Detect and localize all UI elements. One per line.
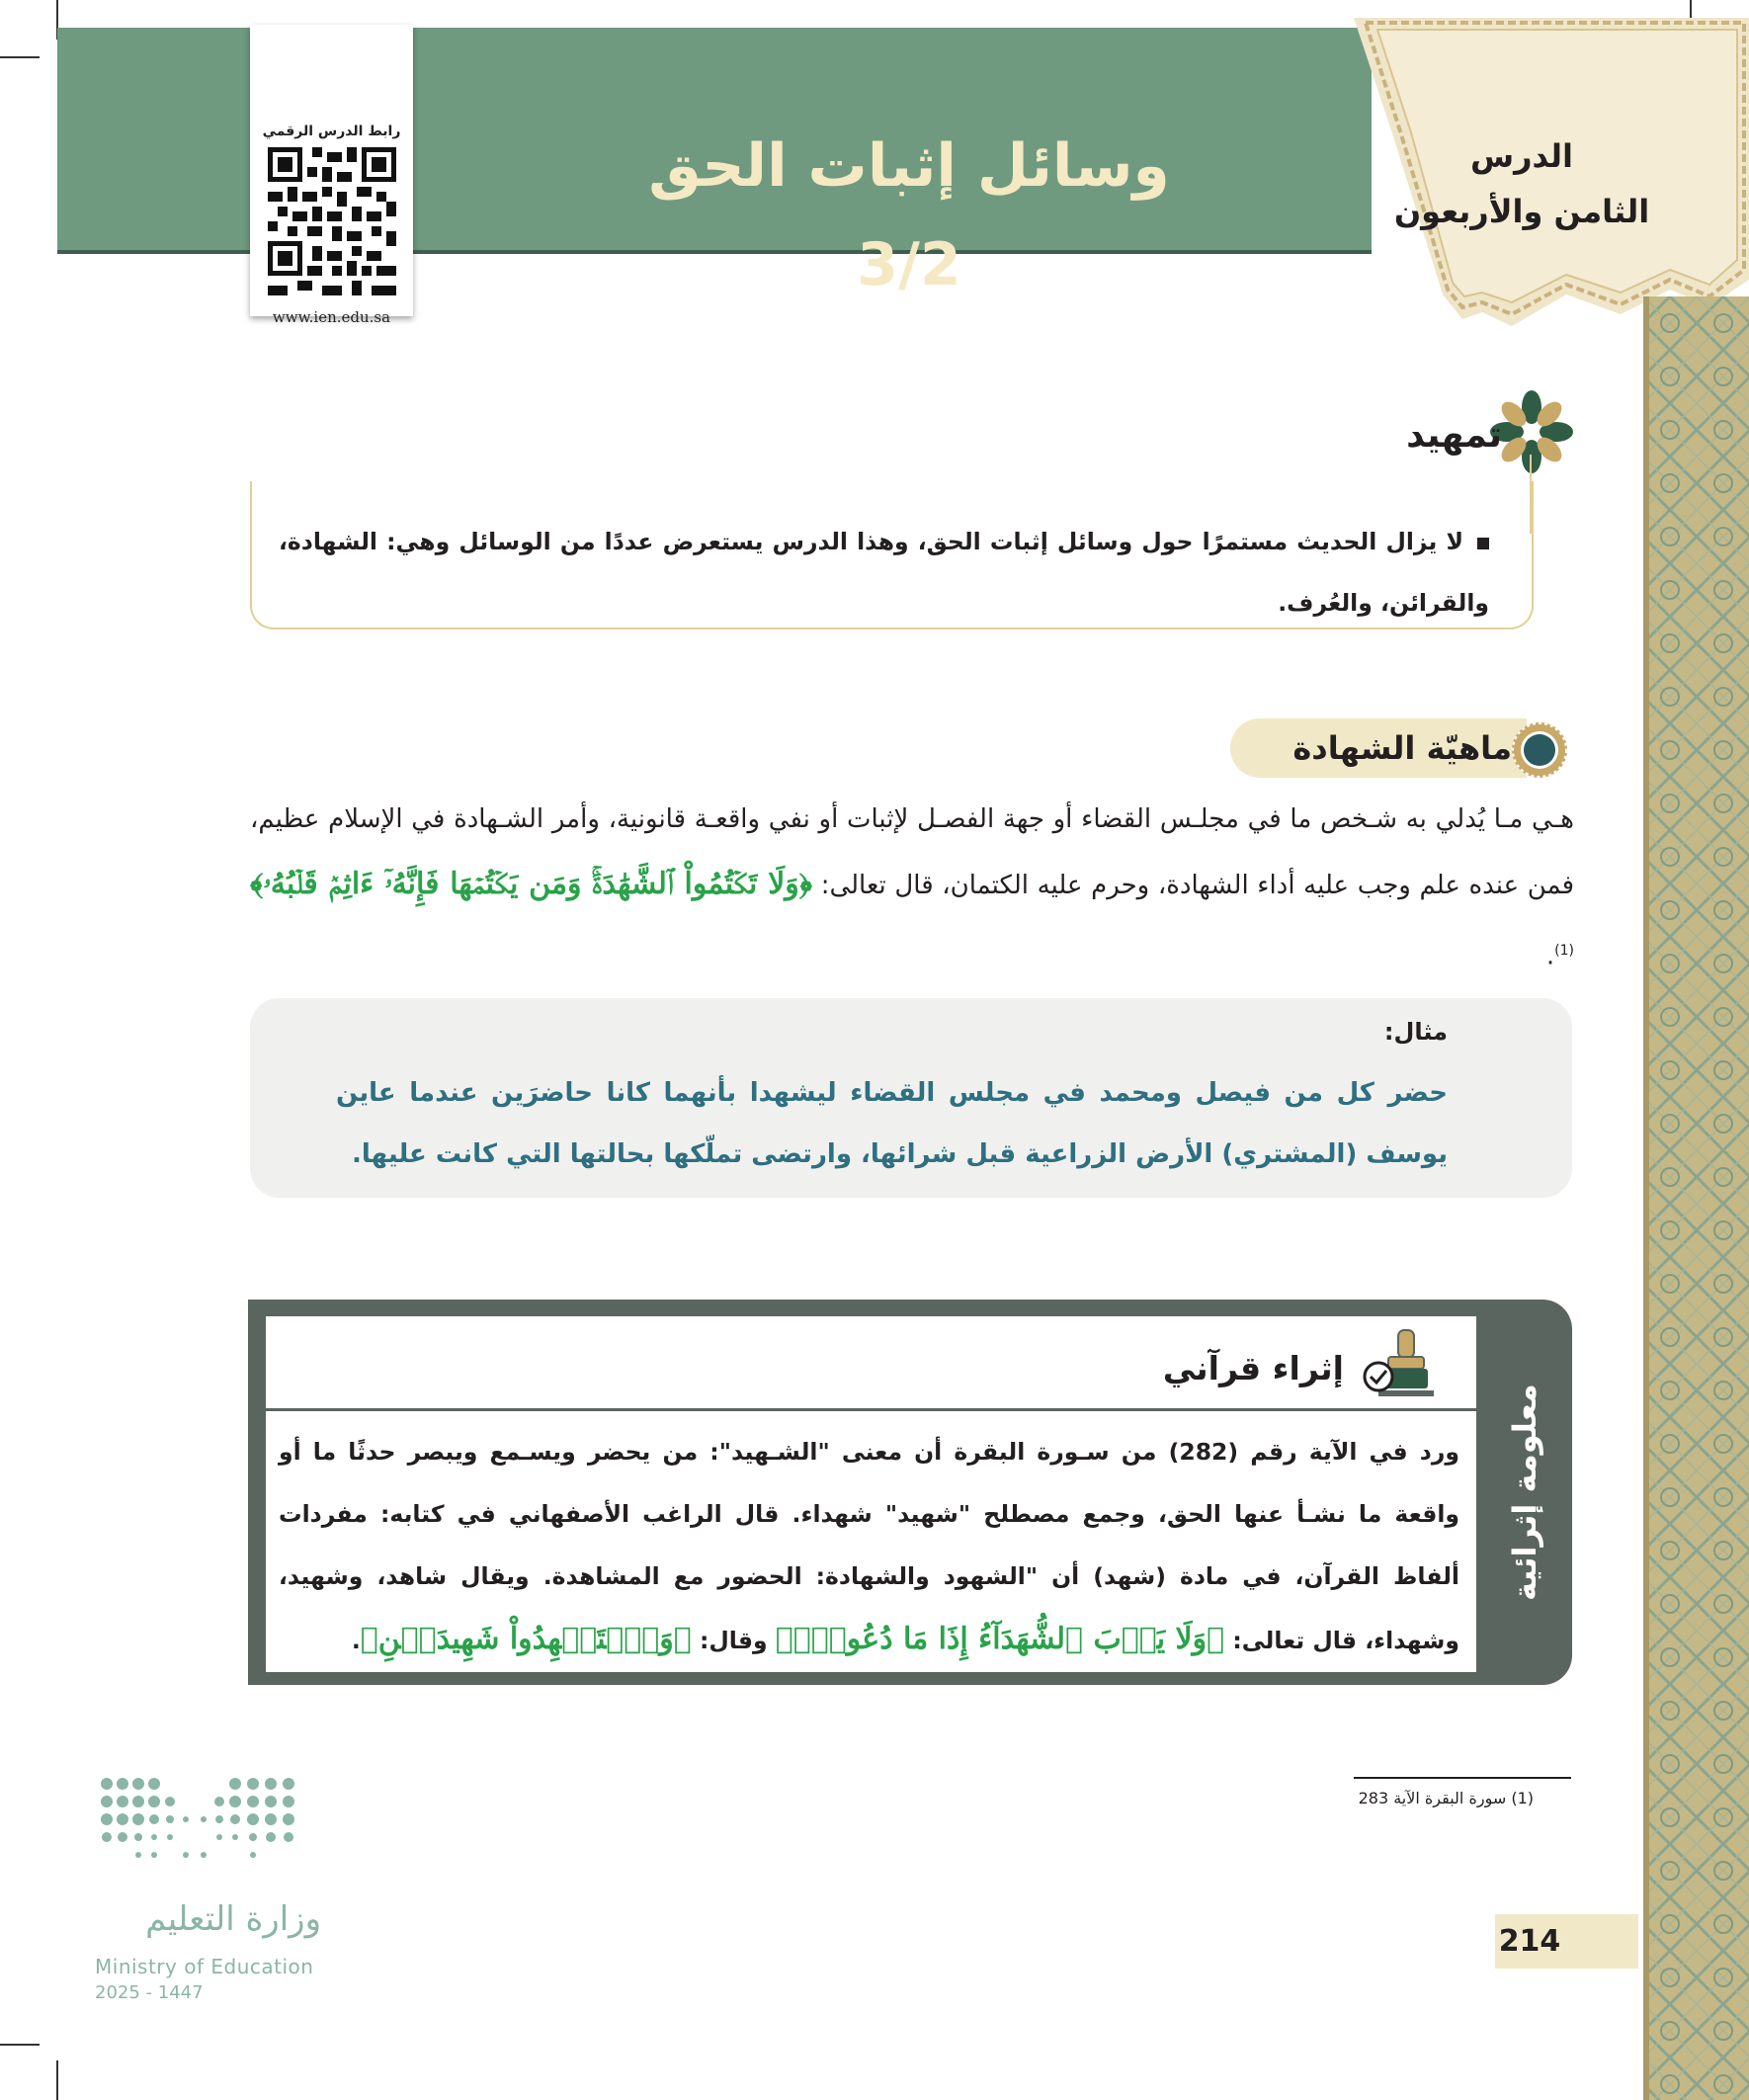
crop-mark	[56, 2060, 58, 2100]
enrichment-end: .	[351, 1627, 361, 1654]
footnote-text: (1) سورة البقرة الآية 283	[1358, 1789, 1534, 1807]
enrichment-heading: إثراء قرآني	[1162, 1349, 1344, 1387]
lesson-number: الثامن والأربعون	[1393, 193, 1650, 230]
qr-code-icon[interactable]	[268, 146, 396, 301]
qr-caption: رابط الدرس الرقمي	[262, 124, 401, 139]
page-number: 214	[1498, 1924, 1561, 1959]
quran-verse: ﴿وَلَا يَأۡبَ ٱلشُّهَدَآءُ إِذَا مَا دُعُواْۚ﴾	[775, 1622, 1225, 1656]
intro-heading: تمهيد	[1406, 415, 1502, 456]
footnote-rule	[1354, 1777, 1571, 1779]
decorative-pattern-strip	[1643, 296, 1749, 2100]
crop-mark	[0, 2044, 40, 2046]
definition-body: هـي مـا يُدلي به شـخص ما في مجلـس القضاء أو جهة الفصـل لإثبات أو نفي واقعـة قانونية، وأمر الشـهادة في الإسلام عظيم، فمن عنده علم وجب عليه أداء الشهادة، وحرم عليه الكتمان، قال تعالى:	[250, 804, 1575, 900]
example-text: حضر كل من فيصل ومحمد في مجلس القضاء ليشهدا بأنهما كانا حاضرَين عندما عاين يوسف (المشتري) الأرض الزراعية قبل شرائها، وارتضى تملّكها بحالتها التي كانت عليها.	[336, 1078, 1448, 1169]
footnote-ref: (1)	[1554, 943, 1574, 959]
quran-verse: ﴿وَلَا تَكۡتُمُواْ ٱلشَّهَٰدَةَۚ وَمَن يَكۡتُمۡهَا فَإِنَّهُۥٓ ءَاثِمٞ قَلۡبُهُۥ﴾	[250, 867, 813, 901]
lesson-title: وسائل إثبات الحق 3/2	[648, 131, 1170, 299]
ministry-logo-icon	[97, 1769, 309, 1888]
example-label: مثال:	[1383, 1018, 1448, 1046]
bullet-icon	[1477, 538, 1489, 549]
quran-verse: ﴿وَٱسۡتَشۡهِدُواْ شَهِيدَيۡنِ﴾	[360, 1622, 692, 1656]
enrichment-side-label: معلومة إثرائية	[1506, 1384, 1543, 1601]
lesson-label: الدرس	[1469, 137, 1574, 175]
lesson-tag-text	[1393, 128, 1650, 239]
intro-text-block	[279, 511, 1489, 633]
ministry-year: 2025 - 1447	[95, 1982, 204, 2003]
ministry-name-english: Ministry of Education	[95, 1955, 314, 1978]
crop-mark	[0, 56, 40, 58]
ministry-name-arabic: وزارة التعليم	[145, 1899, 321, 1939]
intro-text: لا يزال الحديث مستمرًا حول وسائل إثبات الحق، وهذا الدرس يستعرض عددًا من الوسائل وهي: الشهادة، والقرائن، والعُرف.	[279, 528, 1489, 617]
sun-badge-icon	[1509, 719, 1570, 781]
qr-url[interactable]: www.ien.edu.sa	[272, 308, 391, 326]
definition-text	[250, 787, 1574, 989]
definition-heading: ماهيّة الشهادة	[1292, 729, 1512, 767]
enrichment-divider	[264, 1408, 1476, 1411]
qr-card[interactable]	[250, 25, 413, 326]
stamp-check-icon	[1359, 1327, 1436, 1401]
enrichment-text	[279, 1421, 1459, 1672]
enrichment-body: وقال:	[691, 1627, 776, 1654]
enrichment-body: ورد في الآية رقم (282) من سـورة البقرة أن معنى "الشـهيد": من يحضر ويسـمع ويبصر حدثًا ما أو واقعة ما نشـأ عنها الحق، وجمع مصطلح "شهيد" شهداء. قال الراغب الأصفهاني في كتابه: مفردات ألفاظ القرآن، في مادة (شهد) أن "الشهود والشهادة: الحضور مع المشاهدة. ويقال شاهد، وشهيد، وشهداء، قال تعالى:	[279, 1438, 1459, 1654]
definition-end: .	[1545, 941, 1555, 971]
